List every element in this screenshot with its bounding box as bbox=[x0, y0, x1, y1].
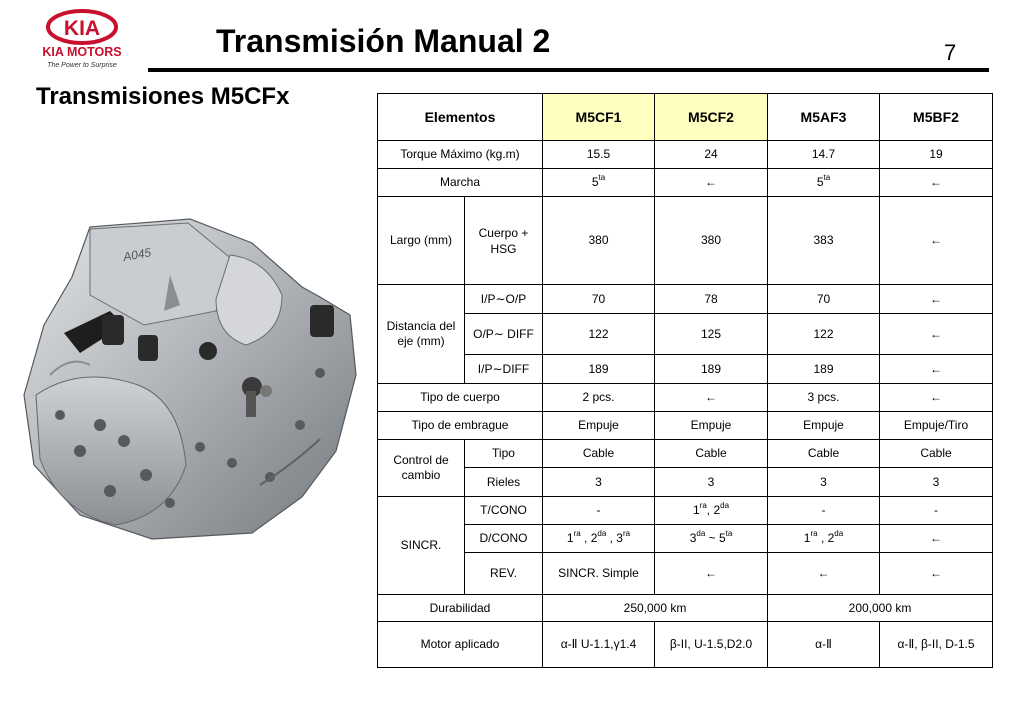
cell: 380 bbox=[655, 197, 768, 285]
cell: 383 bbox=[768, 197, 880, 285]
row-label-motor: Motor aplicado bbox=[378, 622, 543, 668]
same-as-left-arrow: ← bbox=[880, 384, 993, 412]
same-as-left-arrow: ← bbox=[880, 169, 993, 197]
row-sublabel: D/CONO bbox=[465, 525, 543, 553]
header-m5bf2: M5BF2 bbox=[880, 94, 993, 141]
cell: 24 bbox=[655, 141, 768, 169]
row-label-tipo-cuerpo: Tipo de cuerpo bbox=[378, 384, 543, 412]
row-sublabel: Tipo bbox=[465, 440, 543, 468]
cell: 3 bbox=[543, 468, 655, 497]
cell: 3 bbox=[768, 468, 880, 497]
cell: 78 bbox=[655, 285, 768, 314]
kia-motors-logo bbox=[36, 8, 128, 70]
same-as-left-arrow: ← bbox=[880, 355, 993, 384]
cell: 14.7 bbox=[768, 141, 880, 169]
table-row bbox=[378, 141, 993, 169]
table-row bbox=[378, 497, 993, 525]
cell: α-Ⅱ U-1.1,γ1.4 bbox=[543, 622, 655, 668]
cell: Cable bbox=[655, 440, 768, 468]
same-as-left-arrow: ← bbox=[655, 553, 768, 595]
row-sublabel: O/P∼ DIFF bbox=[465, 314, 543, 355]
row-sublabel: REV. bbox=[465, 553, 543, 595]
brand-tagline: The Power to Surprise bbox=[47, 62, 117, 69]
same-as-left-arrow: ← bbox=[655, 384, 768, 412]
cell: $5^{ta}$ bbox=[543, 169, 655, 197]
cell: β-II, U-1.5,D2.0 bbox=[655, 622, 768, 668]
table-row bbox=[378, 622, 993, 668]
svg-text:A045: A045 bbox=[122, 245, 153, 264]
cell: α-Ⅱ bbox=[768, 622, 880, 668]
cell: - bbox=[880, 497, 993, 525]
cell: 200,000 km bbox=[768, 595, 993, 622]
cell: 70 bbox=[768, 285, 880, 314]
cell: 189 bbox=[655, 355, 768, 384]
cell: 2 pcs. bbox=[543, 384, 655, 412]
table-row bbox=[378, 169, 993, 197]
same-as-left-arrow: ← bbox=[768, 553, 880, 595]
same-as-left-arrow: ← bbox=[880, 553, 993, 595]
cell: 70 bbox=[543, 285, 655, 314]
row-sublabel: I/P∼DIFF bbox=[465, 355, 543, 384]
row-sublabel: I/P∼O/P bbox=[465, 285, 543, 314]
row-sublabel: Cuerpo + HSG bbox=[465, 197, 543, 285]
row-sublabel: T/CONO bbox=[465, 497, 543, 525]
cell: 19 bbox=[880, 141, 993, 169]
row-label-embrague: Tipo de embrague bbox=[378, 412, 543, 440]
table-row bbox=[378, 412, 993, 440]
table-row bbox=[378, 525, 993, 553]
cell: 3 bbox=[655, 468, 768, 497]
same-as-left-arrow: ← bbox=[655, 169, 768, 197]
table-row bbox=[378, 314, 993, 355]
transmission-photo bbox=[20, 215, 362, 540]
cell: 122 bbox=[543, 314, 655, 355]
cell: 122 bbox=[768, 314, 880, 355]
table-row bbox=[378, 197, 993, 285]
row-label-sincr: SINCR. bbox=[378, 497, 465, 595]
same-as-left-arrow: ← bbox=[880, 525, 993, 553]
cell: $1^{ra}$, $2^{da}$ bbox=[655, 497, 768, 525]
row-label-largo: Largo (mm) bbox=[378, 197, 465, 285]
header-m5cf1: M5CF1 bbox=[543, 94, 655, 141]
row-label-distancia: Distancia del eje (mm) bbox=[378, 285, 465, 384]
cell: 189 bbox=[768, 355, 880, 384]
row-label-durabilidad: Durabilidad bbox=[378, 595, 543, 622]
kia-logo-text: KIA bbox=[63, 17, 101, 40]
table-row bbox=[378, 468, 993, 497]
cell: $5^{ta}$ bbox=[768, 169, 880, 197]
cell: 380 bbox=[543, 197, 655, 285]
cell: Empuje bbox=[768, 412, 880, 440]
cell: Cable bbox=[543, 440, 655, 468]
slide-subtitle: Transmisiones M5CFx bbox=[36, 83, 290, 110]
cell: SINCR. Simple bbox=[543, 553, 655, 595]
row-label-marcha: Marcha bbox=[378, 169, 543, 197]
cell: 125 bbox=[655, 314, 768, 355]
table-row bbox=[378, 285, 993, 314]
cell: Cable bbox=[768, 440, 880, 468]
slide-title: Transmisión Manual 2 bbox=[216, 23, 551, 59]
same-as-left-arrow: ← bbox=[880, 314, 993, 355]
table-header-row bbox=[378, 94, 993, 141]
table-row bbox=[378, 440, 993, 468]
header-m5af3: M5AF3 bbox=[768, 94, 880, 141]
table-row bbox=[378, 355, 993, 384]
cell: Cable bbox=[880, 440, 993, 468]
same-as-left-arrow: ← bbox=[880, 197, 993, 285]
row-label-control: Control de cambio bbox=[378, 440, 465, 497]
cell: 15.5 bbox=[543, 141, 655, 169]
cell: Empuje/Tiro bbox=[880, 412, 993, 440]
table-row bbox=[378, 384, 993, 412]
table-row bbox=[378, 595, 993, 622]
cell: $1^{ra}$ , $2^{da}$ , $3^{ra}$ bbox=[543, 525, 655, 553]
cell: - bbox=[768, 497, 880, 525]
header-elementos: Elementos bbox=[378, 94, 543, 141]
cell: $3^{da}$ ~ $5^{ta}$ bbox=[655, 525, 768, 553]
title-underline bbox=[148, 68, 989, 72]
cell: Empuje bbox=[543, 412, 655, 440]
table-row bbox=[378, 553, 993, 595]
cell: - bbox=[543, 497, 655, 525]
cell: 250,000 km bbox=[543, 595, 768, 622]
cell: Empuje bbox=[655, 412, 768, 440]
cell: 3 pcs. bbox=[768, 384, 880, 412]
cell: $1^{ra}$ , $2^{da}$ bbox=[768, 525, 880, 553]
brand-name: KIA MOTORS bbox=[42, 45, 122, 59]
cell: 3 bbox=[880, 468, 993, 497]
same-as-left-arrow: ← bbox=[880, 285, 993, 314]
spec-table bbox=[377, 93, 993, 668]
cell: 189 bbox=[543, 355, 655, 384]
row-sublabel: Rieles bbox=[465, 468, 543, 497]
page-number: 7 bbox=[944, 40, 957, 65]
cell: α-Ⅱ, β-II, D-1.5 bbox=[880, 622, 993, 668]
header-m5cf2: M5CF2 bbox=[655, 94, 768, 141]
row-label-torque: Torque Máximo (kg.m) bbox=[378, 141, 543, 169]
